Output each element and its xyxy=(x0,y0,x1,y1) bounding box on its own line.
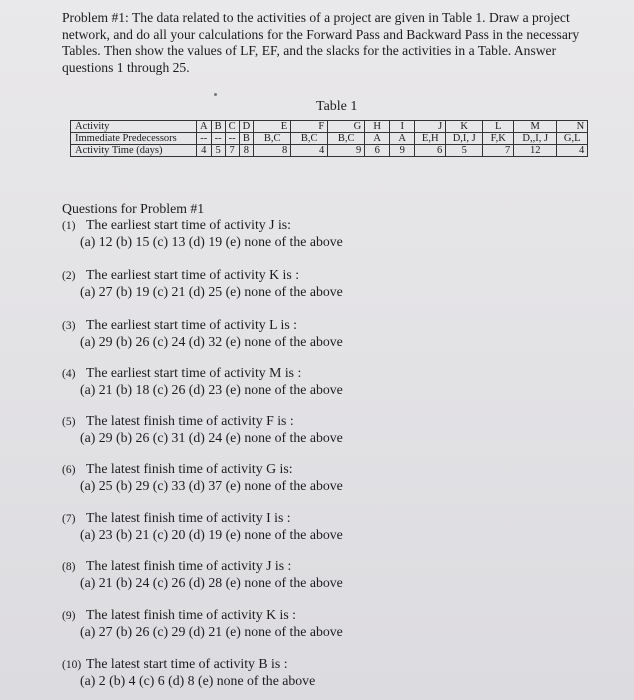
intro-line: network, and do all your calculations for the Forward Pass and Backward Pass in the necessary xyxy=(62,26,580,42)
table-cell: 12 xyxy=(514,145,557,157)
table-cell: E,H xyxy=(415,133,446,145)
table-cell: 5 xyxy=(211,145,225,157)
question-stem: The latest finish time of activity J is : xyxy=(86,558,292,573)
activity-table xyxy=(70,120,588,157)
answer-choices: (a) 12 (b) 15 (c) 13 (d) 19 (e) none of the above xyxy=(80,234,343,249)
question-number: (6) xyxy=(62,464,76,476)
question-stem: The latest finish time of activity F is : xyxy=(86,413,294,428)
question-item xyxy=(62,317,343,350)
question-stem: The latest finish time of activity K is : xyxy=(86,607,296,622)
table-cell: 7 xyxy=(225,145,239,157)
table-cell: -- xyxy=(211,133,225,145)
table-title: Table 1 xyxy=(316,99,358,114)
answer-choices: (a) 25 (b) 29 (c) 33 (d) 37 (e) none of the above xyxy=(80,478,343,493)
question-stem: The earliest start time of activity M is : xyxy=(86,365,302,380)
table-cell: 9 xyxy=(328,145,365,157)
table-cell: H xyxy=(365,121,390,133)
question-item xyxy=(62,461,343,494)
table-cell: 4 xyxy=(291,145,328,157)
question-number: (2) xyxy=(62,270,76,282)
problem-statement xyxy=(62,10,602,76)
answer-choices: (a) 21 (b) 18 (c) 26 (d) 23 (e) none of the above xyxy=(80,382,343,397)
question-stem: The earliest start time of activity J is: xyxy=(86,217,291,232)
question-item xyxy=(62,607,343,640)
question-number: (3) xyxy=(62,320,76,332)
table-cell: C xyxy=(225,121,239,133)
table-cell: A xyxy=(390,133,415,145)
table-cell: I xyxy=(390,121,415,133)
row-label: Activity xyxy=(71,121,197,133)
table-cell: J xyxy=(415,121,446,133)
table-cell: -- xyxy=(197,133,212,145)
answer-choices: (a) 29 (b) 26 (c) 31 (d) 24 (e) none of the above xyxy=(80,430,343,445)
table-row-activity xyxy=(71,121,588,133)
answer-choices: (a) 29 (b) 26 (c) 24 (d) 32 (e) none of the above xyxy=(80,334,343,349)
table-cell: B,C xyxy=(328,133,365,145)
table-cell: A xyxy=(197,121,212,133)
table-cell: G xyxy=(328,121,365,133)
question-number: (4) xyxy=(62,368,76,380)
question-number: (9) xyxy=(62,610,76,622)
row-label: Activity Time (days) xyxy=(71,145,197,157)
table-cell: 6 xyxy=(415,145,446,157)
table-cell: L xyxy=(483,121,514,133)
question-number: (7) xyxy=(62,513,76,525)
question-stem: The latest start time of activity B is : xyxy=(86,656,288,671)
table-cell: B xyxy=(239,133,254,145)
table-row-predecessors xyxy=(71,133,588,145)
table-cell: G,L xyxy=(557,133,588,145)
question-item xyxy=(62,510,343,543)
question-number: (5) xyxy=(62,416,76,428)
question-item xyxy=(62,413,343,446)
table-cell: K xyxy=(446,121,483,133)
table-cell: 6 xyxy=(365,145,390,157)
question-number: (1) xyxy=(62,220,76,232)
question-item xyxy=(62,656,315,689)
table-cell: 4 xyxy=(197,145,212,157)
answer-choices: (a) 2 (b) 4 (c) 6 (d) 8 (e) none of the above xyxy=(80,673,316,688)
intro-line: Tables. Then show the values of LF, EF, and the slacks for the activities in a Table. Answer xyxy=(62,43,557,58)
table-cell: 9 xyxy=(390,145,415,157)
table-cell: 5 xyxy=(446,145,483,157)
question-stem: The latest finish time of activity I is : xyxy=(86,510,291,525)
intro-line: Problem #1: The data related to the activities of a project are given in Table 1. Draw a project xyxy=(62,10,570,25)
table-cell: E xyxy=(254,121,291,133)
questions-heading: Questions for Problem #1 xyxy=(62,201,205,216)
table-cell: N xyxy=(557,121,588,133)
answer-choices: (a) 27 (b) 26 (c) 29 (d) 21 (e) none of the above xyxy=(80,624,343,639)
table-cell: D,I, J xyxy=(446,133,483,145)
stray-mark xyxy=(214,93,217,96)
row-label: Immediate Predecessors xyxy=(71,133,197,145)
table-cell: -- xyxy=(225,133,239,145)
table-cell: 4 xyxy=(557,145,588,157)
table-cell: B xyxy=(211,121,225,133)
question-item xyxy=(62,558,343,591)
table-row-activity-time xyxy=(71,145,588,157)
table-cell: 7 xyxy=(483,145,514,157)
table-cell: 8 xyxy=(254,145,291,157)
answer-choices: (a) 27 (b) 19 (c) 21 (d) 25 (e) none of the above xyxy=(80,284,343,299)
table-cell: D,,I, J xyxy=(514,133,557,145)
table-cell: F,K xyxy=(483,133,514,145)
question-item xyxy=(62,365,343,398)
intro-line: questions 1 through 25. xyxy=(62,59,190,75)
question-item xyxy=(62,267,343,300)
table-cell: B,C xyxy=(291,133,328,145)
question-stem: The earliest start time of activity L is : xyxy=(86,317,297,332)
question-item xyxy=(62,217,343,250)
table-cell: B,C xyxy=(254,133,291,145)
question-stem: The earliest start time of activity K is : xyxy=(86,267,300,282)
question-number: (8) xyxy=(62,561,76,573)
table-cell: A xyxy=(365,133,390,145)
table-cell: D xyxy=(239,121,254,133)
table-cell: 8 xyxy=(239,145,254,157)
question-number: (10) xyxy=(62,659,82,671)
answer-choices: (a) 23 (b) 21 (c) 20 (d) 19 (e) none of the above xyxy=(80,527,343,542)
table-cell: M xyxy=(514,121,557,133)
question-stem: The latest finish time of activity G is: xyxy=(86,461,293,476)
answer-choices: (a) 21 (b) 24 (c) 26 (d) 28 (e) none of the above xyxy=(80,575,343,590)
table-cell: F xyxy=(291,121,328,133)
